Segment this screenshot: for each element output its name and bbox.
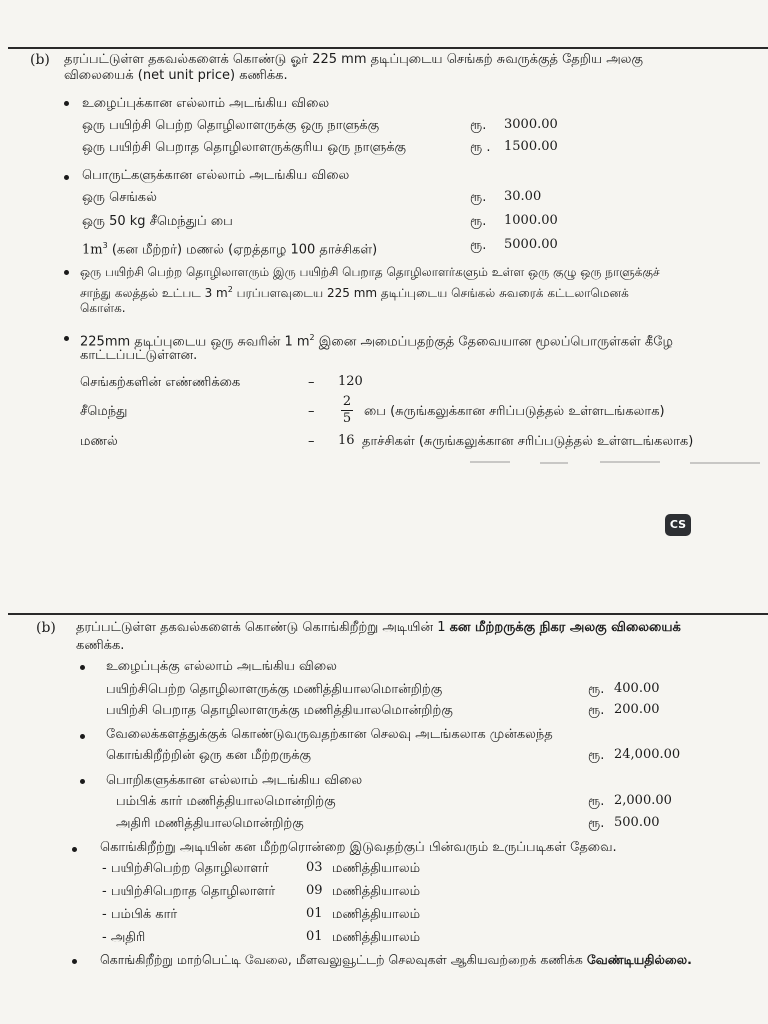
requirement-label: சீமெந்து — [80, 404, 128, 419]
bullet-icon — [80, 665, 85, 670]
question-label: (b) — [30, 52, 50, 68]
materials-heading: பொருட்களுக்கான எல்லாம் அடங்கிய விலை — [82, 168, 350, 183]
materials-row-label: ஒரு செங்கல் — [82, 190, 157, 205]
note-sup: 2 — [227, 285, 233, 294]
labour-heading: உழைப்புக்கு எல்லாம் அடங்கிய விலை — [106, 659, 337, 674]
requirement-label: மணல் — [80, 434, 118, 449]
amount: 24,000.00 — [614, 747, 681, 762]
requirement-note: தாச்சிகள் (சுருங்கலுக்கான சரிப்படுத்தல் உள்ளடங்கலாக) — [362, 434, 694, 449]
machine-row-label: பம்பிக் கார் மணித்தியாலமொன்றிற்கு — [116, 794, 336, 809]
note-line: ஒரு பயிற்சி பெற்ற தொழிலாளரும் இரு பயிற்சி பெறாத தொழிலாளர்களும் உள்ள ஒரு குழு ஒரு நாளுக்குச் — [80, 265, 660, 279]
fraction-denominator: 5 — [342, 411, 352, 426]
requirement-note: பை (சுருங்கலுக்கான சரிப்படுத்தல் உள்ளடங்கலாக) — [364, 404, 665, 419]
note-fragment: 225mm தடிப்புடைய ஒரு சுவரின் 1 m — [80, 334, 310, 350]
amount: 3000.00 — [504, 117, 558, 132]
bullet-icon — [80, 734, 85, 739]
cement-fraction — [341, 395, 353, 426]
final-note — [100, 952, 692, 968]
question-label: (b) — [36, 620, 56, 636]
note-fragment: இனை அமைப்பதற்குத் தேவையான மூலப்பொருள்கள் கீழே — [314, 334, 673, 350]
currency: ரூ. — [588, 703, 605, 718]
amount: 30.00 — [504, 189, 542, 204]
amount: 5000.00 — [504, 237, 558, 252]
currency: ரூ. — [470, 118, 487, 133]
input-row-unit: மணித்தியாலம் — [332, 861, 421, 876]
currency: ரூ. — [588, 816, 605, 831]
labour-row-label: பயிற்சி பெறாத தொழிலாளருக்கு மணித்தியாலமொன்றிற்கு — [106, 703, 453, 718]
currency: ரூ . — [470, 140, 491, 155]
currency: ரூ. — [588, 748, 605, 763]
sand-unit: 1m — [82, 242, 103, 258]
fraction-numerator: 2 — [342, 394, 352, 409]
input-row-hours: 01 — [306, 906, 323, 921]
intro-line: கணிக்க. — [76, 638, 125, 653]
bottom-rule — [8, 613, 768, 615]
input-row-label: - பயிற்சிபெற்ற தொழிலாளர் — [102, 861, 269, 876]
currency: ரூ. — [588, 794, 605, 809]
input-row-hours: 01 — [306, 929, 323, 944]
sand-unit-sup: 3 — [102, 241, 108, 250]
input-row-unit: மணித்தியாலம் — [332, 884, 421, 899]
intro-line: விலையைக் (net unit price) கணிக்க. — [64, 68, 288, 83]
final-note-text: கொங்கிறீற்று மாற்பெட்டி வேலை, மீளவலுவூட்டற் செலவுகள் ஆகியவற்றைக் கணிக்க — [100, 952, 587, 967]
bullet-icon — [64, 270, 69, 275]
top-question — [0, 0, 768, 470]
note-sup: 2 — [309, 333, 315, 342]
currency: ரூ. — [470, 238, 487, 253]
materials-row-label: ஒரு 50 kg சீமெந்துப் பை — [82, 214, 233, 229]
requirement-label: செங்கற்களின் எண்ணிக்கை — [80, 375, 241, 390]
final-note-bold: வேண்டியதில்லை. — [586, 952, 692, 967]
input-row-unit: மணித்தியாலம் — [332, 907, 421, 922]
amount: 400.00 — [614, 681, 660, 696]
labour-row-label: பயிற்சிபெற்ற தொழிலாளருக்கு மணித்தியாலமொன்றிற்கு — [106, 682, 443, 697]
requirement-dash: – — [308, 375, 315, 390]
labour-heading: உழைப்புக்கான எல்லாம் அடங்கிய விலை — [82, 96, 330, 111]
intro-line: தரப்பட்டுள்ள தகவல்களைக் கொண்டு ஓர் 225 mm தடிப்புடைய செங்கற் சுவருக்குத் தேறிய அலகு — [64, 52, 643, 67]
labour-row-label: ஒரு பயிற்சி பெற்ற தொழிலாளருக்கு ஒரு நாளுக்கு — [82, 118, 380, 133]
currency: ரூ. — [470, 214, 487, 229]
amount: 1500.00 — [504, 139, 558, 154]
note-line: காட்டப்பட்டுள்ளன. — [80, 348, 198, 363]
scan-artifact — [600, 461, 660, 463]
input-row-label: - அதிரி — [102, 930, 146, 945]
note-fragment: பரப்பளவுடைய 225 mm தடிப்புடைய செங்கல் சுவரைக் கட்டலாமெனக் — [232, 286, 629, 300]
site-cost-line: வேலைக்களத்துக்குக் கொண்டுவருவதற்கான செலவு அடங்கலாக முன்கலந்த — [106, 727, 553, 742]
amount: 1000.00 — [504, 213, 558, 228]
requirement-value: 120 — [338, 374, 363, 389]
currency: ரூ. — [470, 190, 487, 205]
amount: 500.00 — [614, 815, 660, 830]
bullet-icon — [72, 847, 77, 852]
note-fragment: சாந்து கலத்தல் உட்பட 3 m — [80, 286, 228, 300]
currency: ரூ. — [588, 682, 605, 697]
note-line: கொள்க. — [80, 301, 126, 315]
note-line — [80, 282, 629, 301]
input-row-label: - பயிற்சிபெறாத தொழிலாளர் — [102, 884, 276, 899]
materials-row-label — [82, 238, 377, 258]
input-row-hours: 09 — [306, 883, 323, 898]
input-row-hours: 03 — [306, 860, 323, 875]
camscanner-logo-icon: CS — [665, 514, 691, 536]
bottom-question — [0, 590, 768, 1024]
bullet-icon — [64, 175, 69, 180]
scan-artifact — [470, 461, 510, 463]
bullet-icon — [80, 779, 85, 784]
intro-fragment-bold: கன மீற்றருக்கு நிகர அலகு விலையைக் — [449, 620, 681, 635]
scan-artifact — [540, 462, 568, 464]
bullet-icon — [64, 101, 69, 106]
scan-artifact — [690, 462, 760, 464]
inputs-heading: கொங்கிறீற்று அடியின் கன மீற்றரொன்றை இடுவதற்குப் பின்வரும் உருப்படிகள் தேவை. — [100, 840, 617, 855]
amount: 200.00 — [614, 702, 660, 717]
machines-heading: பொறிகளுக்கான எல்லாம் அடங்கிய விலை — [106, 773, 363, 788]
machine-row-label: அதிரி மணித்தியாலமொன்றிற்கு — [116, 816, 304, 831]
bullet-icon — [72, 959, 77, 964]
requirement-dash: – — [308, 404, 315, 419]
site-cost-line: கொங்கிறீற்றின் ஒரு கன மீற்றருக்கு — [106, 748, 312, 763]
sand-label-rest: (கன மீற்றர்) மணல் (ஏறத்தாழ 100 தாச்சிகள்) — [107, 242, 378, 258]
top-rule — [8, 47, 768, 49]
intro-fragment: தரப்பட்டுள்ள தகவல்களைக் கொண்டு கொங்கிறீற்று அடியின் 1 — [76, 620, 450, 635]
input-row-unit: மணித்தியாலம் — [332, 930, 421, 945]
input-row-label: - பம்பிக் கார் — [102, 907, 178, 922]
bullet-icon — [64, 336, 69, 341]
requirement-value: 16 — [338, 433, 355, 448]
intro-line — [76, 620, 681, 636]
labour-row-label: ஒரு பயிற்சி பெறாத தொழிலாளருக்குரிய ஒரு நாளுக்கு — [82, 140, 407, 155]
amount: 2,000.00 — [614, 793, 672, 808]
requirement-dash: – — [308, 434, 315, 449]
